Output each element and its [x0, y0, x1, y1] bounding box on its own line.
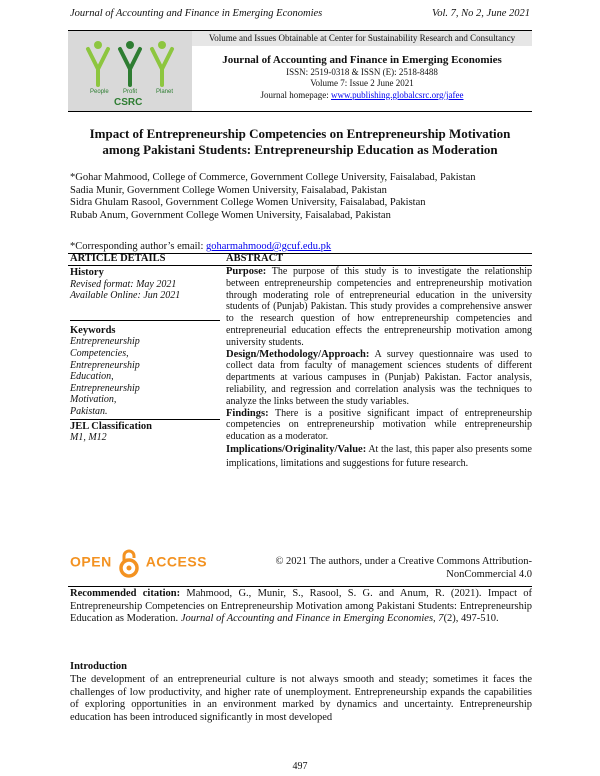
- corresponding-label: *Corresponding author’s email:: [70, 241, 204, 252]
- purpose-text: The purpose of this study is to investigate the relationship between entrepreneurship competencies and entrepreneurship motivation through moderating role of entrepreneurial education in the university students of (Punjab) Pakistan. This study provides a comprehensive answer to the research question of how entrepreneurship competencies and entrepreneurial education effects the entrepreneurship motivation among university students.: [226, 266, 532, 348]
- logo-name: CSRC: [114, 97, 143, 108]
- revised-date: Revised format: May 2021: [70, 278, 177, 290]
- keyword-line: Competencies,: [70, 347, 129, 359]
- abstract-implications: [226, 443, 532, 471]
- abstract-purpose: [226, 266, 532, 349]
- abstract-body: [226, 266, 532, 471]
- author-list: [70, 172, 476, 222]
- keyword-line: Motivation,: [70, 394, 117, 406]
- recommended-citation: [70, 588, 532, 626]
- open-access-access: ACCESS: [145, 553, 208, 570]
- implications-label: Implications/Originality/Value:: [226, 443, 367, 455]
- running-header-issue: Vol. 7, No 2, June 2021: [432, 8, 530, 19]
- open-access-open: OPEN: [70, 553, 112, 570]
- abstract-design: [226, 349, 532, 408]
- citation-label: Recommended citation:: [70, 588, 181, 599]
- keyword-line: Entrepreneurship: [70, 382, 140, 394]
- findings-text: There is a positive significant impact of entrepreneurship competencies on entrepreneurship motivation while entrepreneurship education as a moderator.: [226, 407, 532, 443]
- implications-text: At the last, this paper also presents some implications, limitations and suggestions for future research.: [226, 443, 532, 469]
- citation-journal: Journal of Accounting and Finance in Emerging Economies, 7: [180, 613, 444, 624]
- keyword-line: Pakistan.: [70, 405, 108, 417]
- license-line-2: NonCommercial 4.0: [446, 568, 532, 580]
- masthead-info: [192, 31, 532, 111]
- keywords-block: [70, 320, 220, 418]
- license-notice: [232, 556, 532, 581]
- introduction-heading: Introduction: [70, 661, 127, 672]
- masthead-homepage: [192, 90, 532, 102]
- masthead-issn: ISSN: 2519-0318 & ISSN (E): 2518-8488: [286, 66, 438, 77]
- masthead-volume: Volume 7: Issue 2 June 2021: [310, 78, 414, 88]
- keywords-heading: Keywords: [70, 324, 116, 336]
- author-3: Sidra Ghulam Rasool, Government College Women University, Faisalabad, Pakistan: [70, 197, 426, 208]
- open-access-lock-icon: [118, 548, 140, 578]
- csrc-logo-icon: [68, 31, 192, 111]
- article-title: [60, 126, 540, 158]
- homepage-label: Journal homepage:: [260, 89, 329, 100]
- abstract-findings: [226, 408, 532, 443]
- open-access-logo: [70, 548, 207, 578]
- journal-masthead: [68, 30, 532, 112]
- jel-block: [70, 419, 220, 444]
- masthead-top-line: Volume and Issues Obtainable at Center for Sustainability Research and Consultancy: [192, 31, 532, 46]
- article-details-heading: ARTICLE DETAILS: [70, 253, 166, 264]
- corresponding-author: [70, 241, 331, 252]
- running-header-journal: Journal of Accounting and Finance in Emerging Economies: [70, 8, 323, 19]
- abstract-heading: ABSTRACT: [226, 253, 284, 264]
- masthead-journal-title: Journal of Accounting and Finance in Emerging Economies: [222, 53, 502, 66]
- available-date: Available Online: Jun 2021: [70, 290, 181, 302]
- findings-label: Findings:: [226, 407, 269, 419]
- design-label: Design/Methodology/Approach:: [226, 348, 370, 360]
- citation-text: Mahmood, G., Munir, S., Rasool, S. G. and Anum, R. (2021). Impact of Entrepreneurship Competencies on Entrepreneurship Motivation among Pakistani Students: Entrepreneurship Education as Moderation.: [70, 588, 533, 624]
- license-line-1: © 2021 The authors, under a Creative Commons Attribution-: [275, 556, 532, 567]
- citation-rule: [68, 586, 532, 587]
- citation-pages: (2), 497-510.: [443, 613, 499, 624]
- design-text: A survey questionnaire was used to collect data from faculty of management sciences students of different departments at various campuses in (Punjab) Pakistan. Factor analysis, reliability, and regression and correlation analysis was the techniques to analyze the links between the study variables.: [226, 348, 532, 407]
- purpose-label: Purpose:: [226, 266, 267, 277]
- keyword-line: Education,: [70, 371, 114, 383]
- corresponding-email-link[interactable]: goharmahmood@gcuf.edu.pk: [206, 241, 332, 252]
- jel-codes: M1, M12: [70, 432, 107, 444]
- homepage-link[interactable]: www.publishing.globalcsrc.org/jafee: [331, 89, 464, 100]
- csrc-logo: [68, 31, 192, 111]
- keyword-line: Entrepreneurship: [70, 336, 140, 348]
- keyword-line: Entrepreneurship: [70, 359, 140, 371]
- title-line-1: Impact of Entrepreneurship Competencies on Entrepreneurship Motivation: [89, 126, 511, 141]
- introduction-text: The development of an entrepreneurial culture is not always smooth and steady; sometimes it faces the challenges of low productivity, and higher rate of unemployment. Entrepreneurship expands the capabilities of exploring opportunities in an environment marked by dynamics and uncertainty. Entrepreneurship education has been introduced significantly in most developed: [70, 674, 532, 724]
- history-heading: History: [70, 267, 104, 278]
- author-4: Rubab Anum, Government College Women University, Faisalabad, Pakistan: [70, 209, 391, 221]
- logo-label-profit: Profit: [123, 89, 138, 95]
- title-line-2: among Pakistani Students: Entrepreneurship Education as Moderation: [102, 142, 498, 157]
- author-1: *Gohar Mahmood, College of Commerce, Government College University, Faisalabad, Pakistan: [70, 172, 476, 183]
- author-2: Sadia Munir, Government College Women University, Faisalabad, Pakistan: [70, 184, 387, 196]
- logo-label-people: People: [90, 89, 109, 95]
- logo-label-planet: Planet: [156, 89, 174, 95]
- page-number: 497: [292, 761, 308, 772]
- article-details-column: [70, 267, 220, 444]
- jel-heading: JEL Classification: [70, 420, 152, 432]
